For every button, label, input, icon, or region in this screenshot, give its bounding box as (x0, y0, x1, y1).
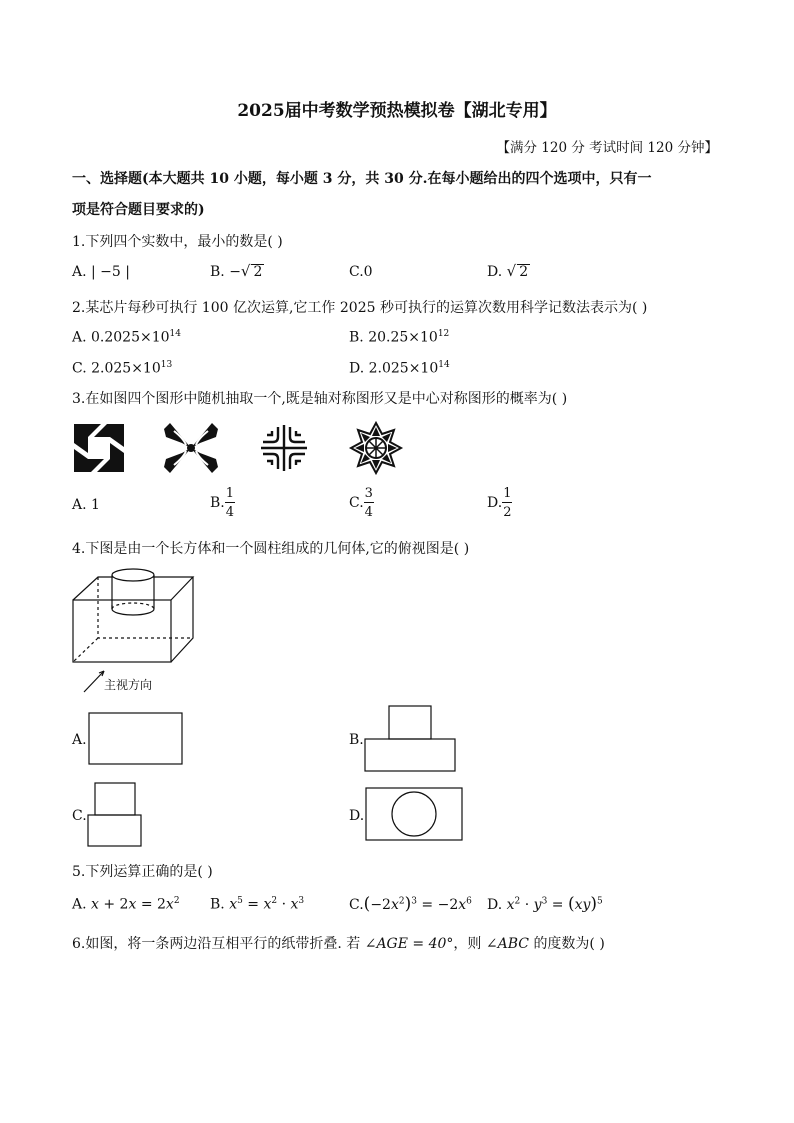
q1-option-d: D. √ 2 (487, 262, 529, 280)
q3-option-c-label: C. (349, 495, 364, 511)
q3-option-d-numerator: 1 (503, 486, 512, 501)
q5-option-a: A. $x + 2x = 2x^2$ (72, 896, 180, 913)
q5-option-a-label: A. (72, 896, 87, 913)
q6-stem-angle-abc: ∠ABC (485, 936, 529, 952)
q2-option-b-exponent: 12 (437, 329, 450, 339)
q3-option-b (210, 487, 235, 519)
q1-option-b-radicand: 2 (253, 264, 263, 280)
q2-option-b (349, 329, 449, 346)
q2-option-c-base: C. 2.025×10 (72, 360, 161, 377)
q4-stem: 4.下图是由一个长方体和一个圆柱组成的几何体,它的俯视图是( ) (72, 541, 470, 557)
q2-stem: 2.某芯片每秒可执行 100 亿次运算,它工作 2025 秒可执行的运算次数用科学记数法表示为( ) (72, 300, 648, 316)
q3-option-b-label: B. (210, 495, 225, 511)
q6-stem-prefix: 6.如图，将一条两边沿互相平行的纸带折叠. 若 (72, 936, 361, 952)
page-title: 2025届中考数学预热模拟卷【湖北专用】 (237, 101, 557, 121)
q3-option-c (349, 487, 374, 519)
q2-option-a-exponent: 14 (169, 329, 181, 339)
exam-meta: 【满分 120 分 考试时间 120 分钟】 (496, 140, 718, 156)
q5-option-b-label: B. (210, 896, 225, 913)
q2-option-c (72, 360, 172, 377)
q3-option-c-numerator: 3 (364, 486, 373, 501)
q5-option-c-label: C. (349, 897, 364, 913)
q3-option-d (487, 487, 512, 519)
q1-option-a: A. | −5 | (72, 264, 130, 280)
q3-option-b-denominator: 4 (225, 505, 235, 520)
q2-option-d-exponent: 14 (438, 360, 450, 370)
q2-option-a-base: A. 0.2025×10 (72, 329, 170, 346)
q1-option-c: C.0 (349, 264, 373, 280)
q1-option-b-prefix: B. − (210, 264, 241, 280)
q3-figure-3-cross-lines (259, 423, 309, 473)
section-heading-line2: 项是符合题目要求的) (72, 202, 205, 218)
q3-option-b-numerator: 1 (225, 486, 235, 501)
q4-option-b: B. (349, 732, 364, 748)
q4-option-c: C. (72, 808, 87, 824)
q5-stem: 5.下列运算正确的是( ) (72, 864, 213, 880)
q2-option-d (349, 360, 450, 377)
q1-option-b: B. −√ 2 (210, 262, 263, 280)
section-heading-line1: 一、选择题(本大题共 10 小题，每小题 3 分，共 30 分.在每小题给出的四个选项中，只有一 (72, 171, 652, 187)
q5-option-b: B. $x^5 = x^2 \cdot x^3$ (210, 896, 305, 913)
q6-stem (72, 933, 605, 953)
q3-figure-2-propeller (162, 421, 220, 475)
q1-option-d-radicand: 2 (519, 264, 529, 280)
q5-option-d-label: D. (487, 897, 503, 913)
q6-stem-suffix: 的度数为( ) (533, 936, 605, 952)
q6-stem-mid: ，则 (453, 936, 482, 952)
q1-stem: 1.下列四个实数中，最小的数是( ) (72, 234, 283, 250)
q4-option-c-figure (87, 782, 145, 848)
q6-stem-angle-age: ∠AGE = 40° (364, 936, 454, 952)
q3-figure-4-star-flower (350, 422, 402, 474)
q2-option-d-base: D. 2.025×10 (349, 360, 439, 377)
q2-option-c-exponent: 13 (160, 360, 173, 370)
q3-option-d-denominator: 2 (503, 505, 512, 520)
q1-option-d-prefix: D. (487, 264, 507, 280)
q2-option-a (72, 329, 181, 346)
q3-option-c-denominator: 4 (364, 505, 373, 520)
q3-option-d-label: D. (487, 495, 503, 511)
q4-option-a-figure (88, 712, 184, 766)
q4-option-b-figure (364, 705, 458, 773)
q3-stem: 3.在如图四个图形中随机抽取一个,既是轴对称图形又是中心对称图形的概率为( ) (72, 391, 568, 407)
q2-option-b-base: B. 20.25×10 (349, 329, 438, 346)
q3-figure-1-square-swirl (73, 423, 125, 473)
q4-view-direction-label: 主视方向 (104, 678, 153, 692)
q4-option-a: A. (72, 732, 87, 748)
q5-option-c: $C.(-2x^2)^3 = -2x^6$ (349, 894, 472, 914)
q5-option-d: D. $x^2 \cdot y^3 = (xy)^5$ (487, 894, 603, 914)
q4-option-d-figure (365, 787, 465, 843)
q4-option-d: D. (349, 808, 365, 824)
q3-option-a: A. 1 (72, 497, 100, 513)
